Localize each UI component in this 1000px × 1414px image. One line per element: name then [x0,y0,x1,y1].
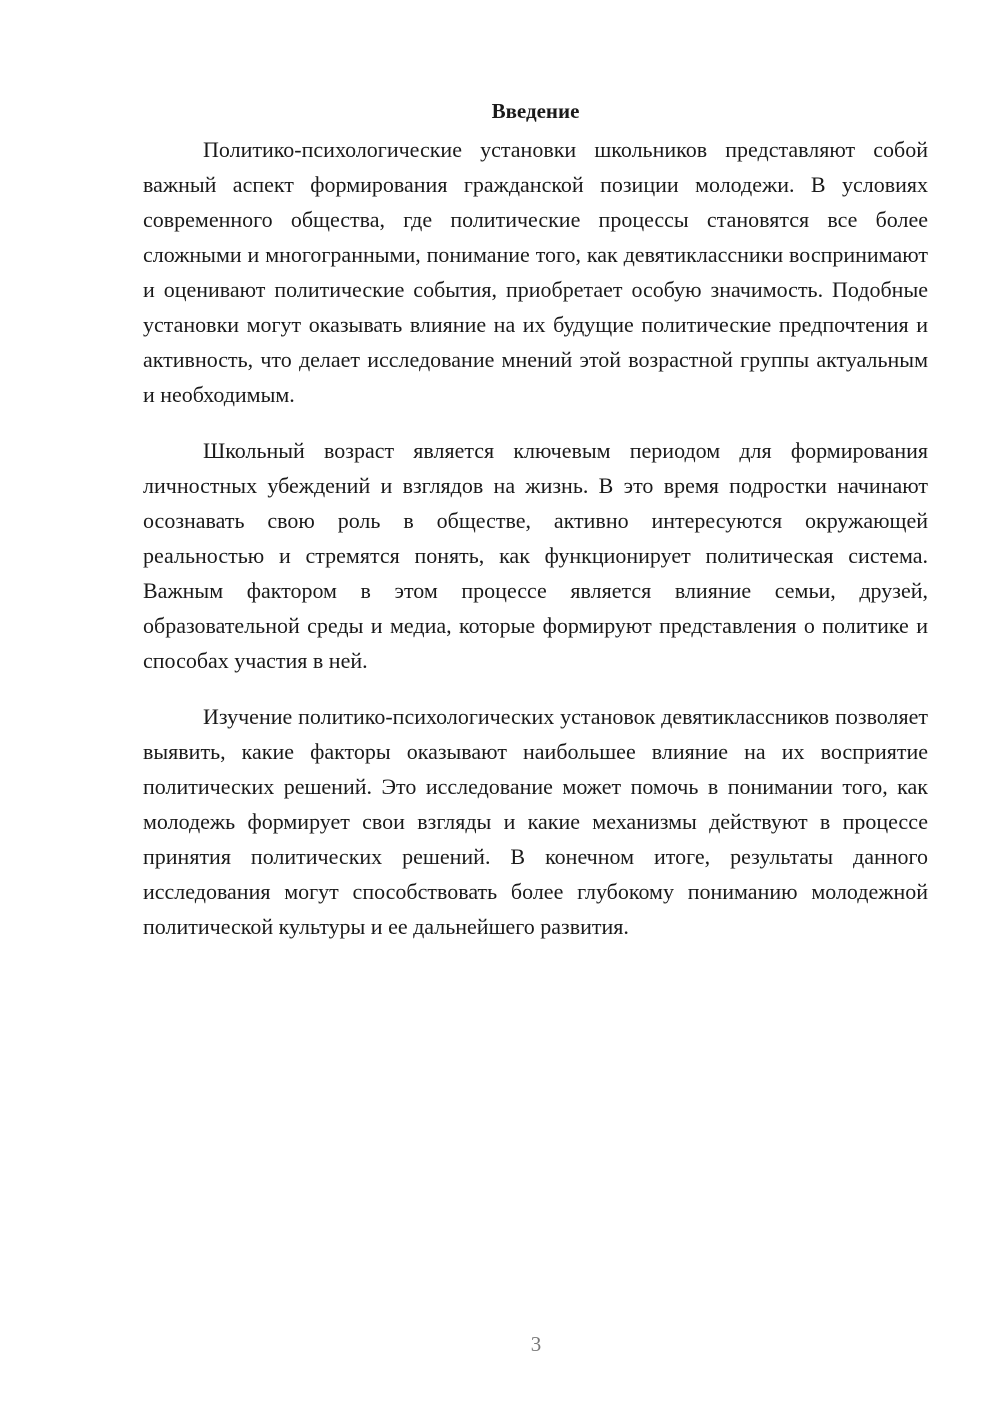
page-number: 3 [530,1332,542,1356]
paragraph-2: Школьный возраст является ключевым периодом для формирования личностных убеждений и взглядов на жизнь. В это время подростки начинают осознавать свою роль в обществе, активно интересуются окружающей реальностью и стремятся понять, как функционирует политическая система. Важным фактором в этом процессе является влияние семьи, друзей, образовательной среды и медиа, которые формируют представления о политике и способах участия в ней. [143,438,928,673]
page-content [143,96,928,965]
paragraph-3: Изучение политико-психологических установок девятиклассников позволяет выявить, какие факторы оказывают наибольшее влияние на их восприятие политических решений. Это исследование может помочь в понимании того, как молодежь формирует свои взгляды и какие механизмы действуют в процессе принятия политических решений. В конечном итоге, результаты данного исследования могут способствовать более глубокому пониманию молодежной политической культуры и ее дальнейшего развития. [143,704,928,939]
section-heading: Введение [491,99,580,123]
paragraph-1: Политико-психологические установки школьников представляют собой важный аспект формирования гражданской позиции молодежи. В условиях современного общества, где политические процессы становятся все более сложными и многогранными, понимание того, как девятиклассники воспринимают и оценивают политические события, приобретает особую значимость. Подобные установки могут оказывать влияние на их будущие политические предпочтения и активность, что делает исследование мнений этой возрастной группы актуальным и необходимым. [143,137,928,407]
